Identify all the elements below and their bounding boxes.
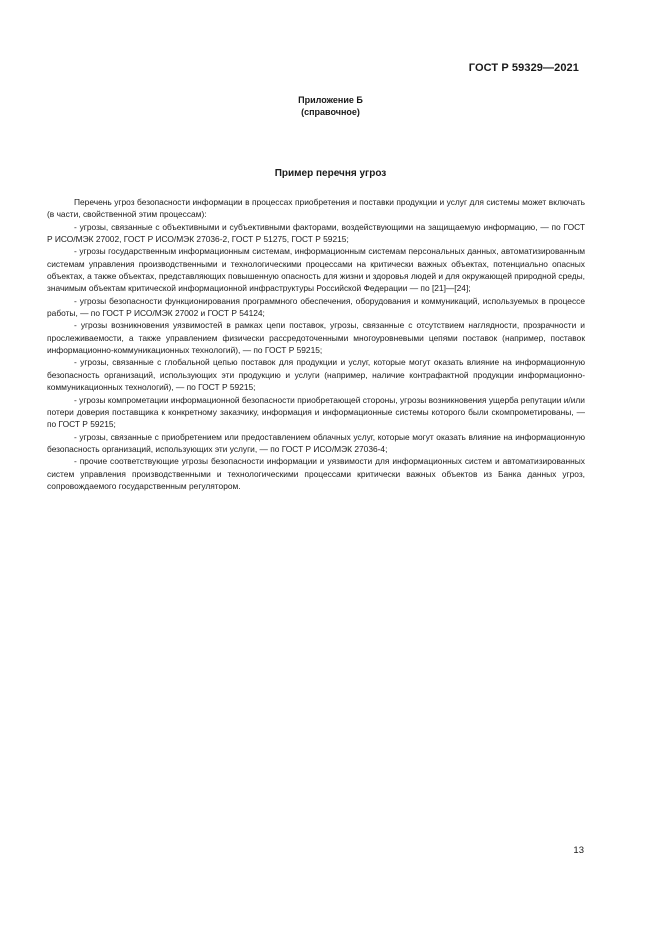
appendix-label: Приложение Б <box>298 95 363 105</box>
threat-list-item: - угрозы компрометации информационной безопасности приобретающей стороны, угрозы возникновения ущерба репутации и/или потери доверия поставщика к конкретному заказчику, информация и информационные системы которого были скомпрометированы, — по ГОСТ Р 59215; <box>47 394 585 430</box>
section-title: Пример перечня угроз <box>274 168 387 179</box>
body-text <box>47 196 585 492</box>
threat-list-item: - угрозы государственным информационным системам, информационным системам персональных данных, автоматизированным системам управления производственными и технологическими процессами на критически важных объектах, потенциально опасных объектах, а также объектах, представляющих повышенную опасность для жизни и здоровья людей и для окружающей природной среды, значимым объектам критической информационной инфраструктуры Российской Федерации — по [21]—[24]; <box>47 246 585 294</box>
appendix-status: (справочное) <box>301 107 360 117</box>
threat-list-item: - угрозы, связанные с объективными и субъективными факторами, воздействующими на защищаемую информацию, — по ГОСТ Р ИСО/МЭК 27002, ГОСТ Р ИСО/МЭК 27036-2, ГОСТ Р 51275, ГОСТ Р 59215; <box>47 221 585 245</box>
threat-list-item: - угрозы безопасности функционирования программного обеспечения, оборудования и коммуникаций, используемых в процессе работы, — по ГОСТ Р ИСО/МЭК 27002 и ГОСТ Р 54124; <box>47 295 585 319</box>
appendix-heading <box>0 94 661 118</box>
threat-list-item: - угрозы возникновения уязвимостей в рамках цепи поставок, угрозы, связанные с отсутствием наглядности, прозрачности и прослеживаемости, а также управлением физически рассредоточенными многоуровневыми цепями поставок (например, поставок информационно-коммуникационных технологий), — по ГОСТ Р 59215; <box>47 320 585 356</box>
document-code: ГОСТ Р 59329—2021 <box>468 62 579 74</box>
intro-paragraph: Перечень угроз безопасности информации в процессах приобретения и поставки продукции и услуг для системы может включать (в части, свойственной этим процессам): <box>47 197 585 220</box>
threat-list-item: - угрозы, связанные с приобретением или предоставлением облачных услуг, которые могут оказать влияние на информационную безопасность организаций, использующих эти услуги, — по ГОСТ Р ИСО/МЭК 27036-4; <box>47 431 585 454</box>
threat-list-item: - прочие соответствующие угрозы безопасности информации и уязвимости для информационных систем и автоматизированных систем управления производственными и технологическими процессами критически важных объектов из Банка данных угроз, сопровождаемого государственным регулятором. <box>47 456 585 491</box>
threat-list-item: - угрозы, связанные с глобальной цепью поставок для продукции и услуг, которые могут оказать влияние на информационную безопасность организаций, использующих эти продукцию и услуги (например, наличие контрафактной продукции информационно-коммуникационных технологий), — по ГОСТ Р 59215; <box>47 357 585 393</box>
page-number: 13 <box>573 845 584 856</box>
